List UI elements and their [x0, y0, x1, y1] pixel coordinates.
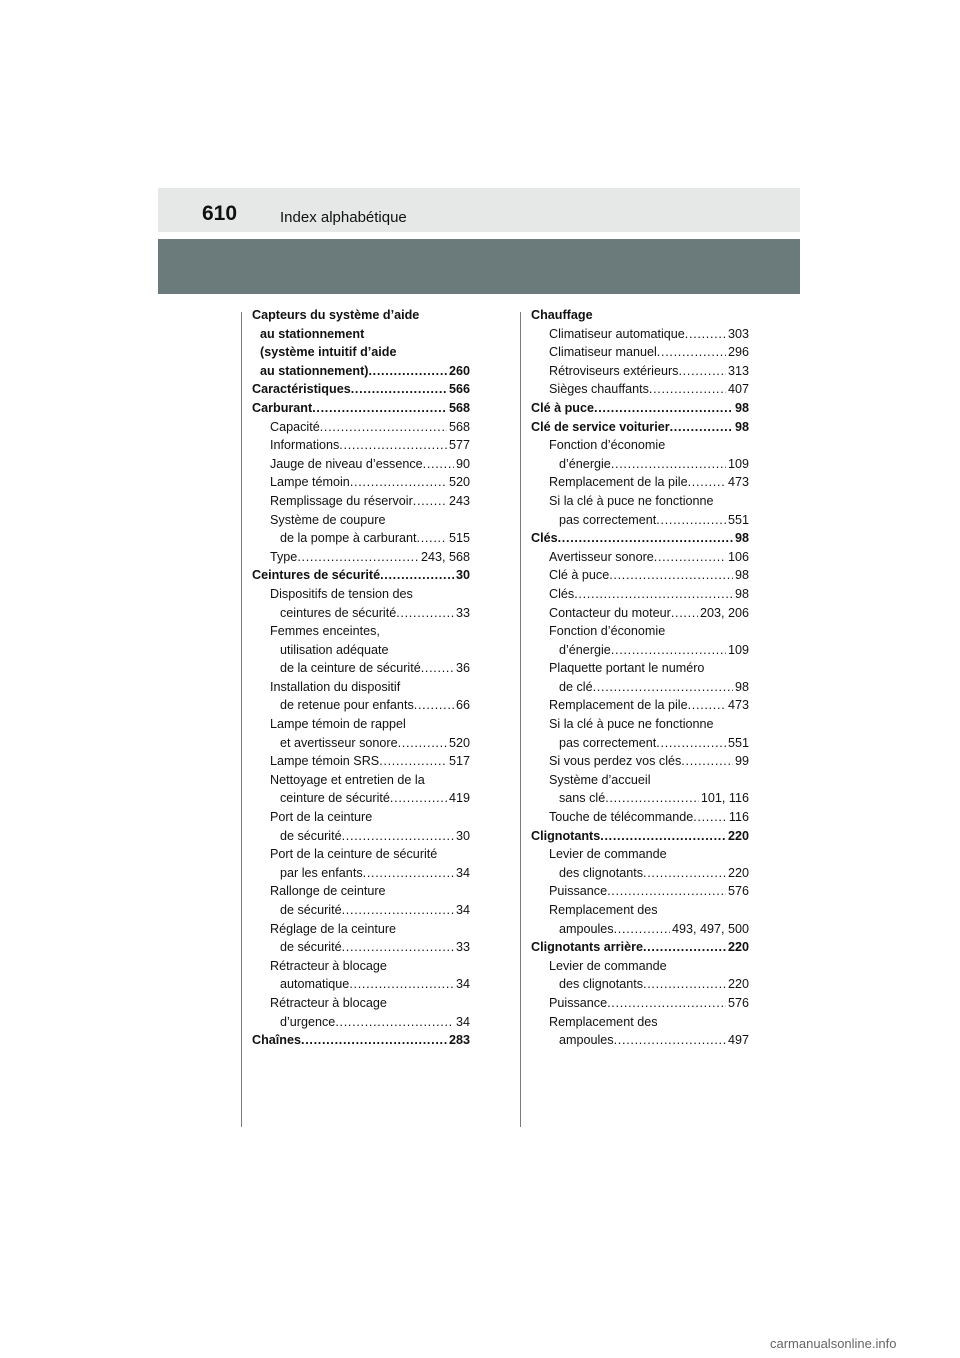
- index-entry-sub: [531, 622, 749, 641]
- index-entry-sub: [252, 529, 470, 548]
- dot-leader: [611, 641, 726, 660]
- index-entry-main: [252, 343, 470, 362]
- index-entry-sub: [252, 994, 470, 1013]
- index-entry-sub: [531, 752, 749, 771]
- index-entry-sub: [252, 641, 470, 660]
- index-entry-text: utilisation adéquate: [280, 642, 389, 657]
- index-entry-sub: [252, 957, 470, 976]
- index-entry-sub: [531, 975, 749, 994]
- index-entry-text: Système d’accueil: [549, 772, 651, 787]
- index-entry-main: [531, 827, 749, 846]
- index-entry-text: Installation du dispositif: [270, 679, 401, 694]
- index-entry-text: des clignotants: [559, 977, 644, 992]
- index-entry-text: de sécurité: [280, 903, 342, 917]
- page-reference: 497: [727, 1033, 749, 1048]
- index-entry-text: Remplissage du réservoir: [270, 493, 413, 508]
- index-entry-text: Si la clé à puce ne fonctionne: [549, 493, 714, 508]
- page-reference: 520: [448, 735, 470, 750]
- index-entry-text: Capteurs du système d’aide: [252, 308, 420, 322]
- index-entry-sub: [252, 659, 470, 678]
- page-reference: 419: [448, 791, 470, 806]
- index-entry-text: automatique: [280, 977, 350, 992]
- dot-leader: [335, 1013, 454, 1032]
- index-entry-text: Si vous perdez vos clés: [549, 754, 682, 769]
- index-entry-text: Touche de télécommande: [549, 810, 694, 825]
- index-entry-text: Réglage de la ceinture: [270, 921, 397, 936]
- index-entry-sub: [252, 808, 470, 827]
- dot-leader: [349, 975, 454, 994]
- page-reference: 473: [727, 475, 749, 490]
- page-reference: 220: [727, 977, 749, 992]
- index-entry-sub: [531, 380, 749, 399]
- dot-leader: [342, 827, 454, 846]
- index-entry-sub: [252, 436, 470, 455]
- index-entry-text: Clé à puce: [549, 568, 610, 583]
- index-entry-sub: [252, 715, 470, 734]
- index-entry-text: Chauffage: [531, 308, 593, 322]
- index-entry-main: [252, 566, 470, 585]
- page-reference: 98: [734, 679, 749, 694]
- index-entry-text: au stationnement): [260, 363, 369, 378]
- dot-leader: [614, 1031, 726, 1050]
- dot-leader: [688, 696, 726, 715]
- page-reference: 34: [455, 977, 470, 992]
- page-reference: 34: [455, 1014, 470, 1029]
- index-entry-sub: [252, 473, 470, 492]
- dot-leader: [670, 418, 733, 437]
- index-entry-main: [252, 306, 470, 325]
- page-reference: 407: [727, 382, 749, 397]
- column-divider-left: [241, 312, 242, 1127]
- index-entry-text: Rallonge de ceinture: [270, 884, 386, 899]
- dot-leader: [693, 808, 727, 827]
- index-entry-sub: [531, 771, 749, 790]
- index-entry-text: d’énergie: [559, 456, 611, 471]
- index-entry-sub: [252, 882, 470, 901]
- page-reference: 109: [727, 456, 749, 471]
- index-entry-text: de la ceinture de sécurité: [280, 661, 421, 676]
- index-entry-sub: [531, 362, 749, 381]
- index-entry-sub: [252, 696, 470, 715]
- dot-leader: [379, 752, 447, 771]
- index-entry-sub: [531, 436, 749, 455]
- index-entry-sub: [531, 548, 749, 567]
- page-reference: 90: [455, 456, 470, 471]
- index-entry-text: Nettoyage et entretien de la: [270, 772, 425, 787]
- dot-leader: [312, 399, 447, 418]
- index-entry-main: [252, 399, 470, 418]
- page-reference: 36: [455, 661, 470, 676]
- index-entry-main: [531, 529, 749, 548]
- index-entry-sub: [252, 548, 470, 567]
- index-entry-sub: [531, 455, 749, 474]
- index-entry-sub: [531, 325, 749, 344]
- dot-leader: [607, 882, 726, 901]
- index-entry-text: Informations: [270, 438, 340, 453]
- index-entry-main: [252, 1031, 470, 1050]
- index-entry-sub: [252, 864, 470, 883]
- watermark: carmanualsonline.info: [770, 1336, 897, 1351]
- index-entry-text: Remplacement des: [549, 1014, 658, 1029]
- index-entry-text: et avertisseur sonore: [280, 735, 398, 750]
- index-entry-text: Lampe témoin SRS: [270, 754, 380, 769]
- index-entry-sub: [531, 473, 749, 492]
- column-divider-right: [520, 312, 521, 1127]
- dot-leader: [342, 938, 454, 957]
- index-entry-main: [531, 399, 749, 418]
- index-entry-text: Capacité: [270, 419, 320, 434]
- index-entry-text: (système intuitif d’aide: [260, 345, 397, 360]
- dot-leader: [607, 994, 726, 1013]
- index-entry-text: ceintures de sécurité: [280, 605, 397, 620]
- page-reference: 109: [727, 642, 749, 657]
- index-entry-sub: [531, 343, 749, 362]
- page-reference: 576: [727, 884, 749, 899]
- page-reference: 520: [448, 475, 470, 490]
- index-entry-text: Femmes enceintes,: [270, 624, 380, 639]
- dot-leader: [611, 455, 726, 474]
- page-reference: 98: [734, 419, 749, 434]
- dot-leader: [351, 380, 447, 399]
- dot-leader: [301, 1031, 447, 1050]
- index-entry-text: de retenue pour enfants: [280, 698, 414, 713]
- page-reference: 551: [727, 512, 749, 527]
- index-entry-sub: [531, 1031, 749, 1050]
- index-entry-sub: [252, 1013, 470, 1032]
- index-entry-text: Dispositifs de tension des: [270, 586, 413, 601]
- page-reference: 576: [727, 995, 749, 1010]
- page-reference: 296: [727, 345, 749, 360]
- dot-leader: [605, 789, 699, 808]
- index-entry-sub: [252, 901, 470, 920]
- index-column-right: [531, 306, 749, 1050]
- index-entry-sub: [252, 734, 470, 753]
- dot-leader: [423, 455, 454, 474]
- dot-leader: [671, 604, 698, 623]
- header-band: [158, 188, 800, 232]
- index-entry-sub: [531, 492, 749, 511]
- dot-leader: [363, 864, 454, 883]
- page-reference: 33: [455, 940, 470, 955]
- index-entry-text: Fonction d’économie: [549, 438, 666, 453]
- index-entry-sub: [252, 771, 470, 790]
- page-reference: 303: [727, 326, 749, 341]
- dot-leader: [656, 734, 726, 753]
- index-entry-text: Contacteur du moteur: [549, 605, 671, 620]
- dot-leader: [398, 734, 447, 753]
- index-entry-text: par les enfants: [280, 865, 363, 880]
- index-entry-sub: [531, 659, 749, 678]
- index-entry-text: Clé de service voiturier: [531, 419, 670, 434]
- index-entry-text: au stationnement: [260, 326, 365, 341]
- page-reference: 98: [734, 531, 749, 546]
- index-entry-text: pas correctement: [559, 512, 657, 527]
- index-entry-text: Clé à puce: [531, 400, 594, 415]
- dot-leader: [396, 604, 454, 623]
- index-entry-text: Rétracteur à blocage: [270, 995, 387, 1010]
- page-reference: 101, 116: [700, 791, 749, 806]
- index-entry-sub: [531, 715, 749, 734]
- page-number: 610: [202, 202, 238, 225]
- index-entry-sub: [531, 789, 749, 808]
- index-entry-sub: [252, 418, 470, 437]
- page-reference: 220: [727, 865, 749, 880]
- index-entry-sub: [252, 752, 470, 771]
- index-entry-text: Lampe témoin de rappel: [270, 717, 406, 732]
- page-reference: 493, 497, 500: [671, 921, 749, 936]
- page-reference: 66: [455, 698, 470, 713]
- dot-leader: [600, 827, 726, 846]
- index-entry-text: Port de la ceinture: [270, 810, 373, 825]
- index-entry-text: Climatiseur automatique: [549, 326, 685, 341]
- index-entry-text: Remplacement de la pile: [549, 698, 688, 713]
- index-entry-text: Si la clé à puce ne fonctionne: [549, 717, 714, 732]
- index-entry-text: Clignotants: [531, 828, 601, 843]
- dot-leader: [390, 789, 447, 808]
- index-entry-text: Jauge de niveau d’essence: [270, 456, 423, 471]
- page-reference: 220: [727, 828, 749, 843]
- index-entry-sub: [531, 882, 749, 901]
- page-reference: 34: [455, 865, 470, 880]
- index-entry-text: Ceintures de sécurité: [252, 568, 381, 583]
- dot-leader: [558, 529, 733, 548]
- dot-leader: [339, 436, 447, 455]
- index-entry-text: pas correctement: [559, 735, 657, 750]
- index-entry-text: Puissance: [549, 995, 608, 1010]
- index-entry-sub: [531, 696, 749, 715]
- index-entry-text: Sièges chauffants: [549, 382, 649, 397]
- index-entry-sub: [531, 901, 749, 920]
- header-dark-band: [158, 239, 800, 294]
- index-entry-sub: [252, 511, 470, 530]
- page-reference: 283: [448, 1033, 470, 1048]
- index-entry-sub: [531, 641, 749, 660]
- index-entry-text: Clés: [531, 531, 558, 546]
- index-entry-text: de sécurité: [280, 828, 342, 843]
- index-entry-sub: [252, 920, 470, 939]
- page-reference: 220: [727, 940, 749, 955]
- index-entry-text: d’énergie: [559, 642, 611, 657]
- page-reference: 98: [734, 568, 749, 583]
- page-reference: 30: [455, 568, 470, 583]
- index-entry-text: Clés: [549, 586, 575, 601]
- dot-leader: [609, 566, 733, 585]
- dot-leader: [574, 585, 733, 604]
- index-entry-sub: [531, 845, 749, 864]
- index-entry-main: [252, 362, 470, 381]
- page-reference: 98: [734, 586, 749, 601]
- index-entry-sub: [531, 585, 749, 604]
- index-entry-text: de clé: [559, 679, 593, 694]
- page-reference: 517: [448, 754, 470, 769]
- index-entry-text: des clignotants: [559, 865, 644, 880]
- dot-leader: [643, 938, 726, 957]
- page-reference: 515: [448, 531, 470, 546]
- section-title: Index alphabétique: [280, 209, 407, 226]
- index-entry-sub: [531, 678, 749, 697]
- page-reference: 33: [455, 605, 470, 620]
- page-reference: 568: [448, 419, 470, 434]
- dot-leader: [649, 380, 726, 399]
- dot-leader: [342, 901, 454, 920]
- dot-leader: [594, 399, 733, 418]
- index-entry-text: ampoules: [559, 921, 614, 936]
- index-entry-main: [252, 325, 470, 344]
- dot-leader: [417, 529, 447, 548]
- index-entry-sub: [531, 957, 749, 976]
- dot-leader: [685, 325, 726, 344]
- page-reference: 243: [448, 493, 470, 508]
- index-entry-text: d’urgence: [280, 1014, 336, 1029]
- index-entry-text: Levier de commande: [549, 847, 667, 862]
- index-entry-text: Remplacement de la pile: [549, 475, 688, 490]
- index-entry-main: [531, 306, 749, 325]
- index-entry-text: Type: [270, 549, 298, 564]
- page-reference: 260: [448, 363, 470, 378]
- index-entry-text: Levier de commande: [549, 958, 667, 973]
- index-entry-text: Rétroviseurs extérieurs: [549, 363, 679, 378]
- index-entry-text: Clignotants arrière: [531, 940, 643, 955]
- dot-leader: [656, 511, 726, 530]
- page-reference: 473: [727, 698, 749, 713]
- index-entry-text: Rétracteur à blocage: [270, 958, 387, 973]
- index-entry-sub: [531, 808, 749, 827]
- index-entry-sub: [531, 920, 749, 939]
- index-entry-text: Système de coupure: [270, 512, 386, 527]
- index-entry-sub: [252, 975, 470, 994]
- dot-leader: [414, 696, 454, 715]
- index-entry-sub: [252, 678, 470, 697]
- dot-leader: [657, 343, 726, 362]
- index-entry-text: Caractéristiques: [252, 382, 351, 397]
- index-entry-text: ceinture de sécurité: [280, 791, 390, 806]
- dot-leader: [678, 362, 726, 381]
- index-entry-text: Lampe témoin: [270, 475, 350, 490]
- dot-leader: [681, 752, 733, 771]
- index-entry-sub: [252, 938, 470, 957]
- index-entry-sub: [252, 622, 470, 641]
- index-entry-text: Remplacement des: [549, 903, 658, 917]
- index-entry-sub: [252, 827, 470, 846]
- index-entry-sub: [252, 492, 470, 511]
- index-entry-sub: [531, 566, 749, 585]
- dot-leader: [297, 548, 419, 567]
- dot-leader: [368, 362, 447, 381]
- page-reference: 568: [448, 400, 470, 415]
- index-entry-text: Port de la ceinture de sécurité: [270, 847, 438, 862]
- index-entry-sub: [252, 845, 470, 864]
- dot-leader: [654, 548, 726, 567]
- index-entry-text: Carburant: [252, 400, 313, 415]
- index-entry-sub: [531, 734, 749, 753]
- index-entry-sub: [531, 1013, 749, 1032]
- index-entry-text: ampoules: [559, 1033, 614, 1048]
- dot-leader: [320, 418, 447, 437]
- page-reference: 99: [734, 754, 749, 769]
- index-entry-sub: [531, 994, 749, 1013]
- index-entry-sub: [252, 585, 470, 604]
- page-reference: 566: [448, 382, 470, 397]
- dot-leader: [643, 864, 726, 883]
- dot-leader: [614, 920, 670, 939]
- dot-leader: [688, 473, 726, 492]
- index-entry-text: Fonction d’économie: [549, 624, 666, 639]
- index-entry-text: Puissance: [549, 884, 608, 899]
- index-entry-sub: [252, 789, 470, 808]
- page-reference: 243, 568: [420, 549, 470, 564]
- page-reference: 116: [728, 810, 749, 825]
- index-entry-sub: [531, 604, 749, 623]
- page-reference: 313: [727, 363, 749, 378]
- page-reference: 551: [727, 735, 749, 750]
- index-entry-text: Climatiseur manuel: [549, 345, 657, 360]
- index-entry-text: sans clé: [559, 791, 606, 806]
- index-entry-sub: [531, 511, 749, 530]
- index-entry-text: Plaquette portant le numéro: [549, 661, 705, 676]
- dot-leader: [643, 975, 726, 994]
- index-entry-text: Avertisseur sonore: [549, 549, 654, 564]
- dot-leader: [421, 659, 454, 678]
- page-reference: 98: [734, 400, 749, 415]
- page-reference: 34: [455, 903, 470, 917]
- index-column-left: [252, 306, 470, 1050]
- index-entry-sub: [252, 604, 470, 623]
- dot-leader: [350, 473, 447, 492]
- page-reference: 203, 206: [699, 605, 749, 620]
- index-entry-text: de sécurité: [280, 940, 342, 955]
- page-reference: 106: [727, 549, 749, 564]
- page-reference: 577: [448, 438, 470, 453]
- index-entry-sub: [252, 455, 470, 474]
- index-entry-text: Chaînes: [252, 1033, 301, 1048]
- dot-leader: [593, 678, 733, 697]
- index-entry-sub: [531, 864, 749, 883]
- page-reference: 30: [455, 828, 470, 843]
- index-entry-text: de la pompe à carburant: [280, 531, 417, 546]
- dot-leader: [380, 566, 454, 585]
- dot-leader: [413, 492, 447, 511]
- index-entry-main: [252, 380, 470, 399]
- index-entry-main: [531, 418, 749, 437]
- index-entry-main: [531, 938, 749, 957]
